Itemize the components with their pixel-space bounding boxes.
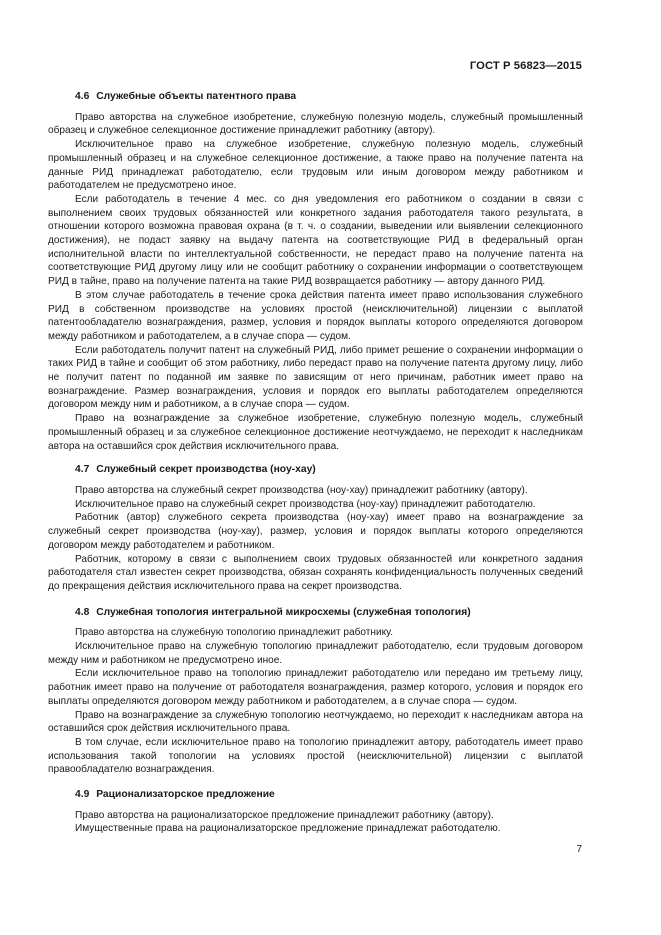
paragraph: Если работодатель в течение 4 мес. со дня уведомления его работником о создании в связи с выполнением своих трудовых обязанностей или конкретного задания работодателя такого результата, в отношении которого возможна правовая охрана (в т. ч. о создании, выведении или выявлении селекционного достижения), не подаст заявку на выдачу патента на соответствующие РИД в федеральный орган исполнительной власти по интеллектуальной собственности, не передаст право на получение патента на соответствующие РИД другому лицу или не сообщит работнику о сохранении информации о соответствующем РИД в тайне, право на получение патента на такие РИД возвращается работнику — автору данного РИД.	[48, 193, 583, 288]
section-heading	[48, 90, 583, 104]
document-body	[48, 90, 583, 836]
section-heading	[48, 788, 583, 802]
section-number: 4.7	[75, 464, 90, 476]
section-4-8	[48, 606, 583, 777]
paragraph: Если исключительное право на топологию принадлежит работодателю или передано им третьему лицу, работник имеет право на получение от работодателя вознаграждения, размер которого, условия и порядок его выплаты определяются договором между работником и работодателем, а в случае спора — судом.	[48, 668, 583, 707]
section-title: Рационализаторское предложение	[96, 789, 275, 801]
section-heading	[48, 606, 583, 620]
paragraph: Исключительное право на служебный секрет производства (ноу-хау) принадлежит работодателю.	[75, 498, 536, 510]
paragraph: В этом случае работодатель в течение срока действия патента имеет право использования служебного РИД в собственном производстве на условиях простой (неисключительной) лицензии с выплатой патентообладателю вознаграждения, размер, условия и порядок выплаты которого определяются договором между работником и работодателем, а в случае спора — судом.	[48, 289, 583, 342]
paragraph: Право авторства на служебную топологию принадлежит работнику.	[75, 627, 393, 639]
paragraph: Право авторства на служебный секрет производства (ноу-хау) принадлежит работнику (автору).	[75, 484, 528, 496]
paragraph: Если работодатель получит патент на служебный РИД, либо примет решение о сохранении информации о таких РИД в тайне и сообщит об этом работнику, либо передаст право на получение патента другому лицу, либо не получит патент по поданной им заявке по зависящим от него причинам, работник имеет право на вознаграждение. Размер вознаграждения, условия и порядок его выплаты работодателем определяются договором между ним и работником, а в случае спора — судом.	[48, 344, 583, 411]
paragraph: Работник, которому в связи с выполнением своих трудовых обязанностей или конкретного задания работодателя стал известен секрет производства, обязан сохранять конфиденциальность полученных сведений до прекращения действия исключительного права на секрет производства.	[48, 553, 583, 592]
section-number: 4.9	[75, 789, 90, 801]
paragraph: Право авторства на рационализаторское предложение принадлежит работнику (автору).	[75, 809, 494, 821]
paragraph: Право авторства на служебное изобретение, служебную полезную модель, служебный промышленный образец и служебное селекционное достижение принадлежит работнику (автору).	[48, 111, 583, 137]
paragraph: Право на вознаграждение за служебную топологию неотчуждаемо, но переходит к наследникам автора на оставшийся срок действия исключительного права.	[48, 709, 583, 735]
document-header: ГОСТ Р 56823—2015	[469, 60, 582, 72]
paragraph: Право на вознаграждение за служебное изобретение, служебную полезную модель, служебный промышленный образец и за служебное селекционное достижение неотчуждаемо, не переходит к наследникам автора на оставшийся срок действия исключительного права.	[48, 413, 583, 452]
paragraph: Исключительное право на служебное изобретение, служебную полезную модель, служебный промышленный образец и на служебное селекционное достижение, а также право на получение патента на данные РИД принадлежат работодателю, если трудовым или иным договором между работником и работодателем не предусмотрено иное.	[48, 139, 583, 192]
section-number: 4.8	[75, 606, 90, 618]
section-heading	[48, 463, 583, 477]
section-4-6	[48, 90, 583, 453]
paragraph: Исключительное право на служебную топологию принадлежит работодателю, если трудовым договором между ним и работником не предусмотрено иное.	[48, 641, 583, 666]
paragraph: Работник (автор) служебного секрета производства (ноу-хау) имеет право на вознаграждение за служебный секрет производства (ноу-хау), размер, условия и порядок выплаты которого определяются договором между работодателем и работником.	[48, 512, 583, 551]
page-number: 7	[576, 844, 582, 855]
section-number: 4.6	[75, 91, 90, 102]
section-title: Служебная топология интегральной микросхемы (служебная топология)	[96, 606, 471, 618]
section-title: Служебный секрет производства (ноу-хау)	[96, 464, 316, 476]
paragraph: Имущественные права на рационализаторское предложение принадлежат работодателю.	[75, 823, 501, 835]
paragraph: В том случае, если исключительное право на топологию принадлежит автору, работодатель имеет право использования такой топологии на условиях простой (неисключительной) лицензии с выплатой правообладателю вознаграждения.	[48, 736, 583, 776]
section-4-7	[48, 463, 583, 593]
section-title: Служебные объекты патентного права	[96, 91, 297, 102]
section-4-9	[48, 788, 583, 836]
